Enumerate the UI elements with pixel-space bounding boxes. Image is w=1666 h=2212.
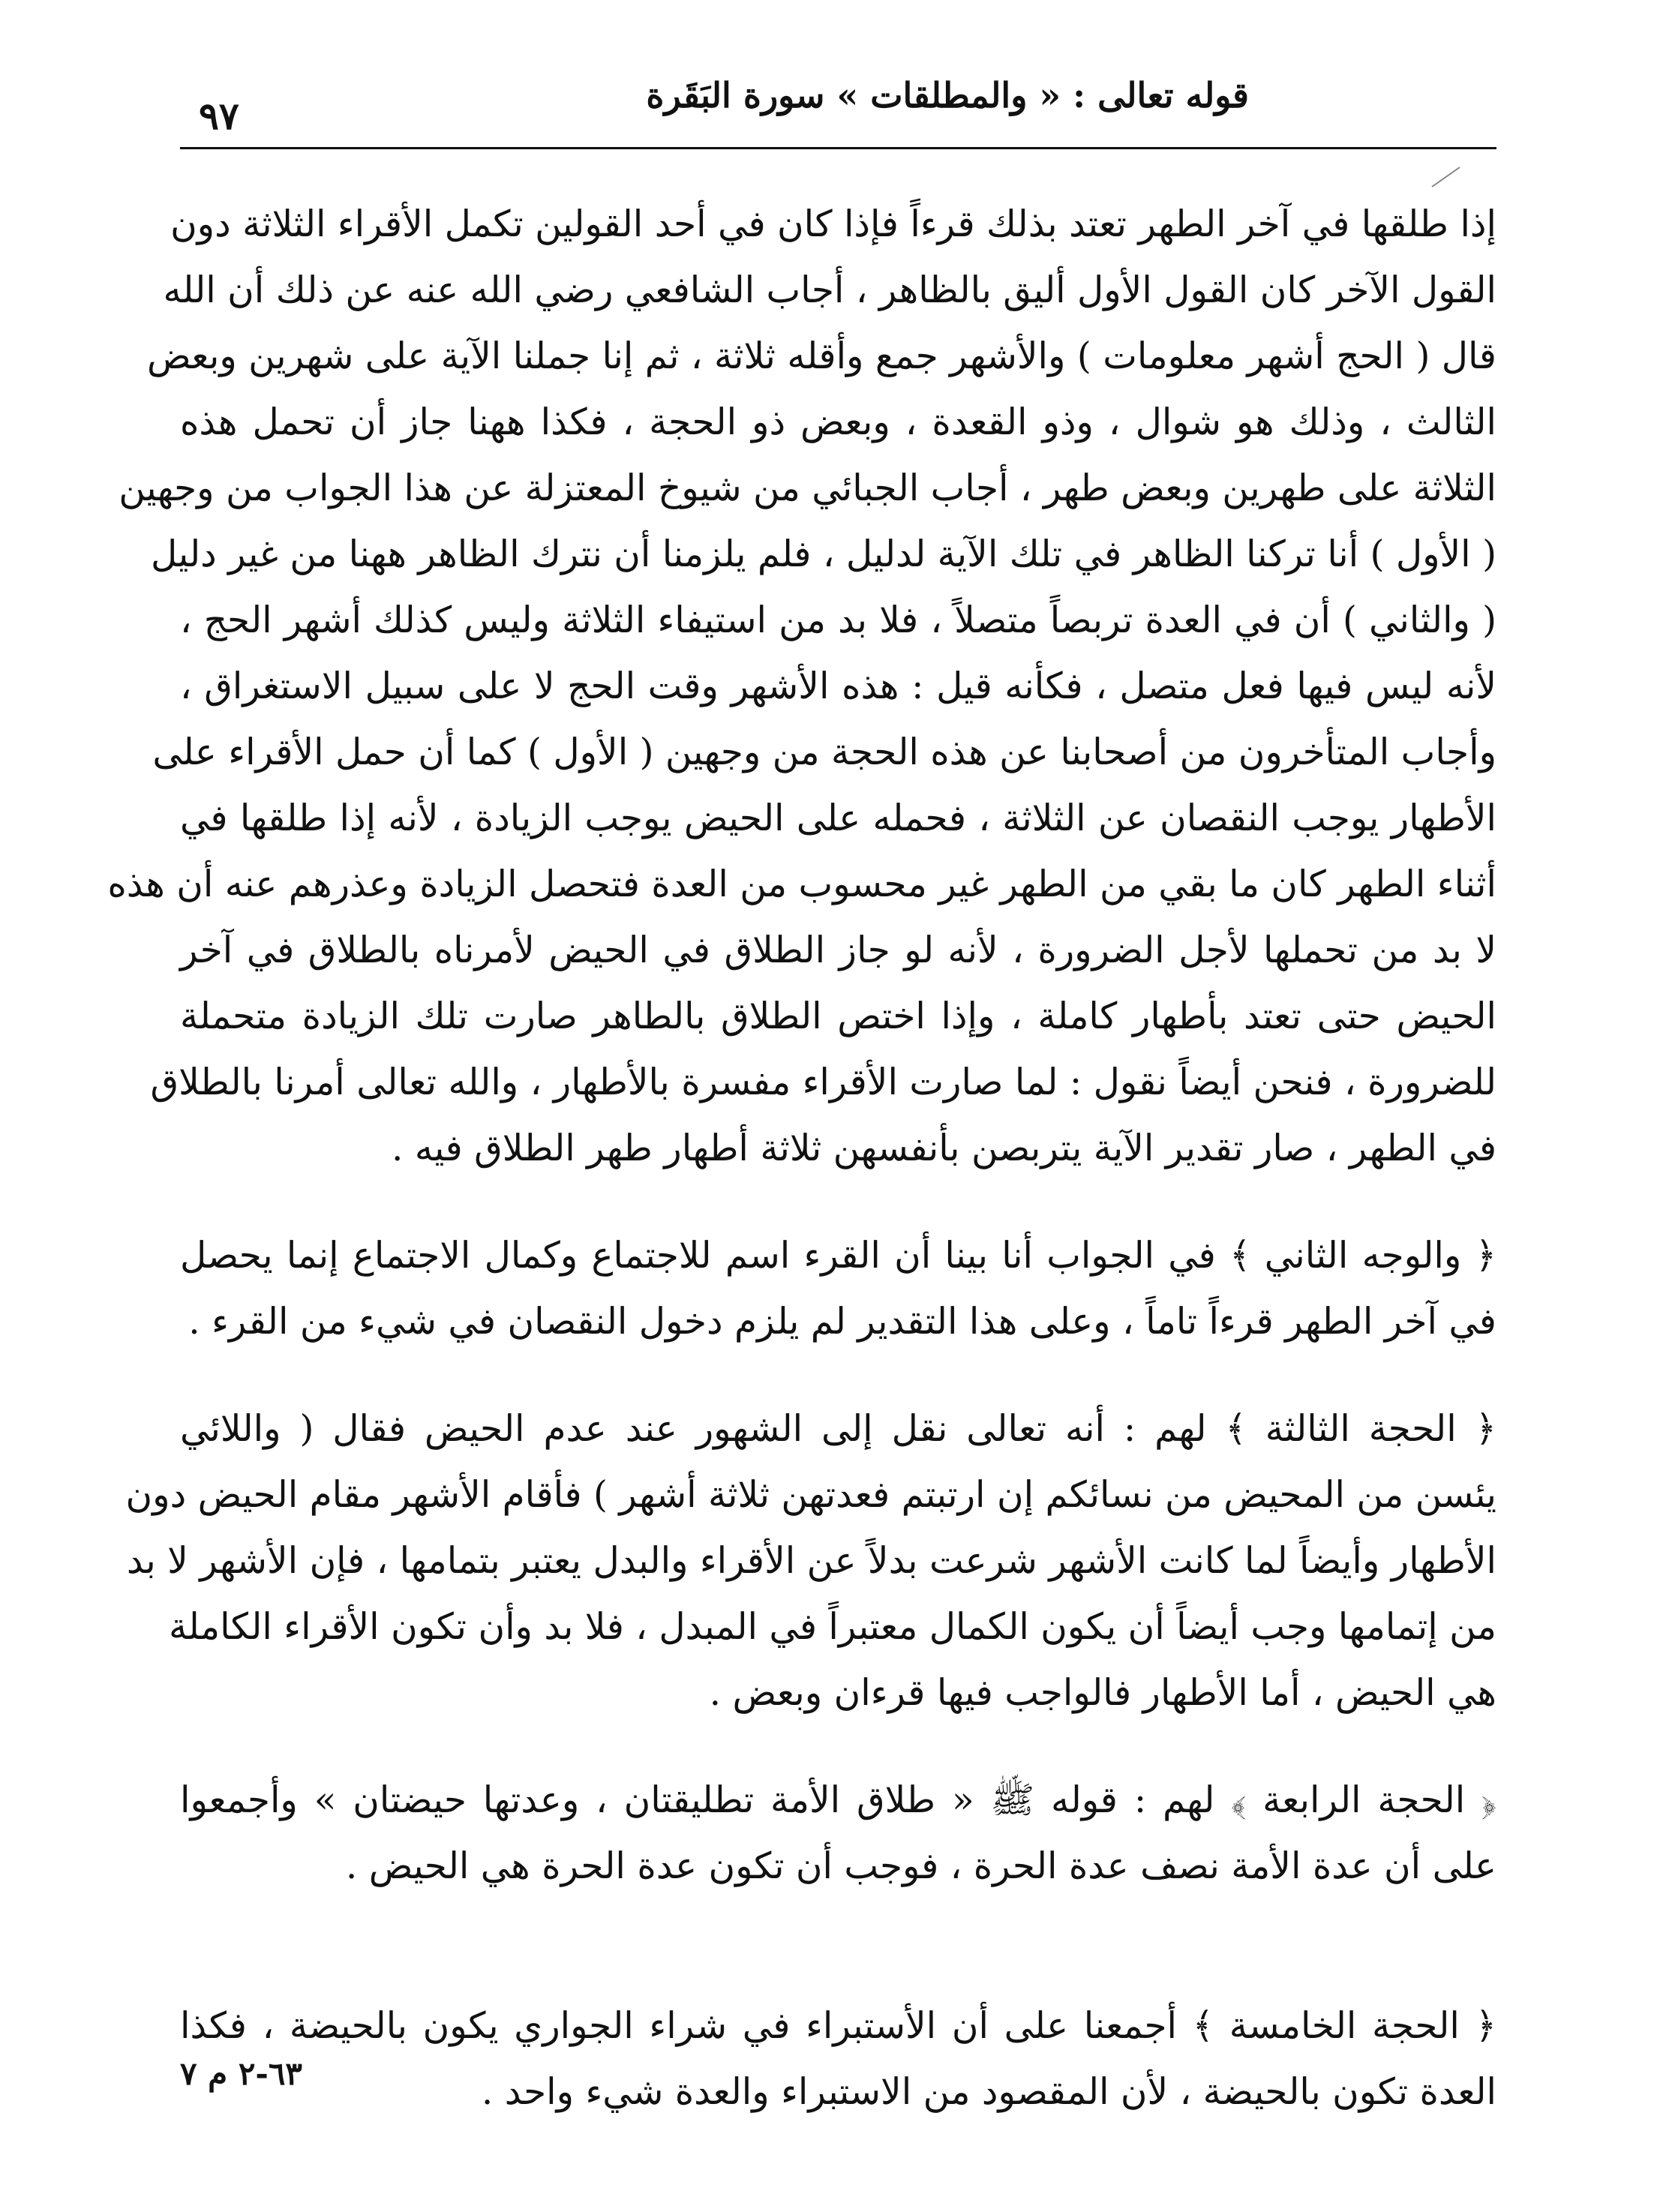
text-line: إذا طلقها في آخر الطهر تعتد بذلك قرءاً فإذا كان في أحد القولين تكمل الأقراء الثلاثة دون <box>170 203 1496 245</box>
printer-signature: ٦٣-٢ م ٧ <box>180 2055 302 2092</box>
paragraph-5 <box>180 1993 1496 2125</box>
text-line: لأنه ليس فيها فعل متصل ، فكأنه قيل : هذه الأشهر وقت الحج لا على سبيل الاستغراق ، <box>180 665 1496 707</box>
text-line: ( الأول ) أنا تركنا الظاهر في تلك الآية لدليل ، فلم يلزمنا أن نترك الظاهر ههنا من غير دليل <box>150 533 1496 575</box>
paragraph-gap <box>180 1726 1496 1767</box>
scan-mark <box>1431 167 1460 187</box>
text-line: العدة تكون بالحيضة ، لأن المقصود من الاستبراء والعدة شيء واحد . <box>481 2071 1496 2113</box>
text-line: وأجاب المتأخرون من أصحابنا عن هذه الحجة من وجهين ( الأول ) كما أن حمل الأقراء على <box>152 731 1496 773</box>
paragraph-4 <box>180 1767 1496 1899</box>
paragraph-1 <box>107 191 1496 1181</box>
text-line: لا بد من تحملها لأجل الضرورة ، لأنه لو جاز الطلاق في الحيض لأمرناه بالطلاق في آخر <box>180 929 1496 971</box>
paragraph-gap <box>180 1355 1496 1396</box>
page-body <box>107 191 1496 2125</box>
text-line: ﴿ الحجة الرابعة ﴾ لهم : قوله ﷺ « طلاق الأمة تطليقتان ، وعدتها حيضتان » وأجمعوا <box>180 1779 1496 1821</box>
running-title: قوله تعالى : « والمطلقات » سورة البَقَرة <box>646 75 1249 116</box>
text-line: في الطهر ، صار تقدير الآية يتربصن بأنفسهن ثلاثة أطهار طهر الطلاق فيه . <box>392 1127 1496 1169</box>
text-line: أثناء الطهر كان ما بقي من الطهر غير محسوب من العدة فتحصل الزيادة وعذرهم عنه أن هذه <box>107 863 1496 905</box>
paragraph-3 <box>125 1396 1496 1726</box>
page-number: ٩٧ <box>199 94 239 138</box>
text-line: للضرورة ، فنحن أيضاً نقول : لما صارت الأقراء مفسرة بالأطهار ، والله تعالى أمرنا بالطلاق <box>150 1061 1496 1103</box>
text-line: على أن عدة الأمة نصف عدة الحرة ، فوجب أن تكون عدة الحرة هي الحيض . <box>345 1845 1496 1887</box>
paragraph-2 <box>180 1223 1496 1355</box>
text-line: الأطهار وأيضاً لما كانت الأشهر شرعت بدلاً عن الأقراء والبدل يعتبر بتمامها ، فإن الأشهر لا بد <box>126 1540 1496 1582</box>
text-line: الثلاثة على طهرين وبعض طهر ، أجاب الجبائي من شيوخ المعتزلة عن هذا الجواب من وجهين <box>119 467 1496 509</box>
header-rule <box>180 147 1496 149</box>
text-line: من إتمامها وجب أيضاً أن يكون الكمال معتبراً في المبدل ، فلا بد وأن تكون الأقراء الكاملة <box>169 1606 1496 1648</box>
page-header <box>180 71 1496 138</box>
text-line: قال ( الحج أشهر معلومات ) والأشهر جمع وأقله ثلاثة ، ثم إنا جملنا الآية على شهرين وبعض <box>147 335 1496 377</box>
text-line: ﴿ الحجة الثالثة ﴾ لهم : أنه تعالى نقل إلى الشهور عند عدم الحيض فقال ( واللائي <box>180 1408 1496 1450</box>
text-line: الحيض حتى تعتد بأطهار كاملة ، وإذا اختص الطلاق بالطاهر صارت تلك الزيادة متحملة <box>180 995 1496 1037</box>
text-line: يئسن من المحيض من نسائكم إن ارتبتم فعدتهن ثلاثة أشهر ) فأقام الأشهر مقام الحيض دون <box>125 1474 1496 1516</box>
text-line: الأطهار يوجب النقصان عن الثلاثة ، فحمله على الحيض يوجب الزيادة ، لأنه إذا طلقها في <box>180 797 1496 839</box>
paragraph-gap <box>180 1899 1496 1993</box>
text-line: ﴿ الحجة الخامسة ﴾ أجمعنا على أن الأستبراء في شراء الجواري يكون بالحيضة ، فكذا <box>180 2005 1496 2047</box>
paragraph-gap <box>180 1181 1496 1223</box>
text-line: هي الحيض ، أما الأطهار فالواجب فيها قرءان وبعض . <box>709 1672 1496 1714</box>
text-line: الثالث ، وذلك هو شوال ، وذو القعدة ، وبعض ذو الحجة ، فكذا ههنا جاز أن تحمل هذه <box>180 401 1496 443</box>
text-line: ﴿ والوجه الثاني ﴾ في الجواب أنا بينا أن القرء اسم للاجتماع وكمال الاجتماع إنما يحصل <box>180 1235 1496 1277</box>
text-line: القول الآخر كان القول الأول أليق بالظاهر ، أجاب الشافعي رضي الله عنه عن ذلك أن الله <box>163 269 1496 311</box>
text-line: في آخر الطهر قرءاً تاماً ، وعلى هذا التقدير لم يلزم دخول النقصان في شيء من القرء . <box>188 1301 1496 1343</box>
text-line: ( والثاني ) أن في العدة تربصاً متصلاً ، فلا بد من استيفاء الثلاثة وليس كذلك أشهر الحج ، <box>180 599 1496 641</box>
